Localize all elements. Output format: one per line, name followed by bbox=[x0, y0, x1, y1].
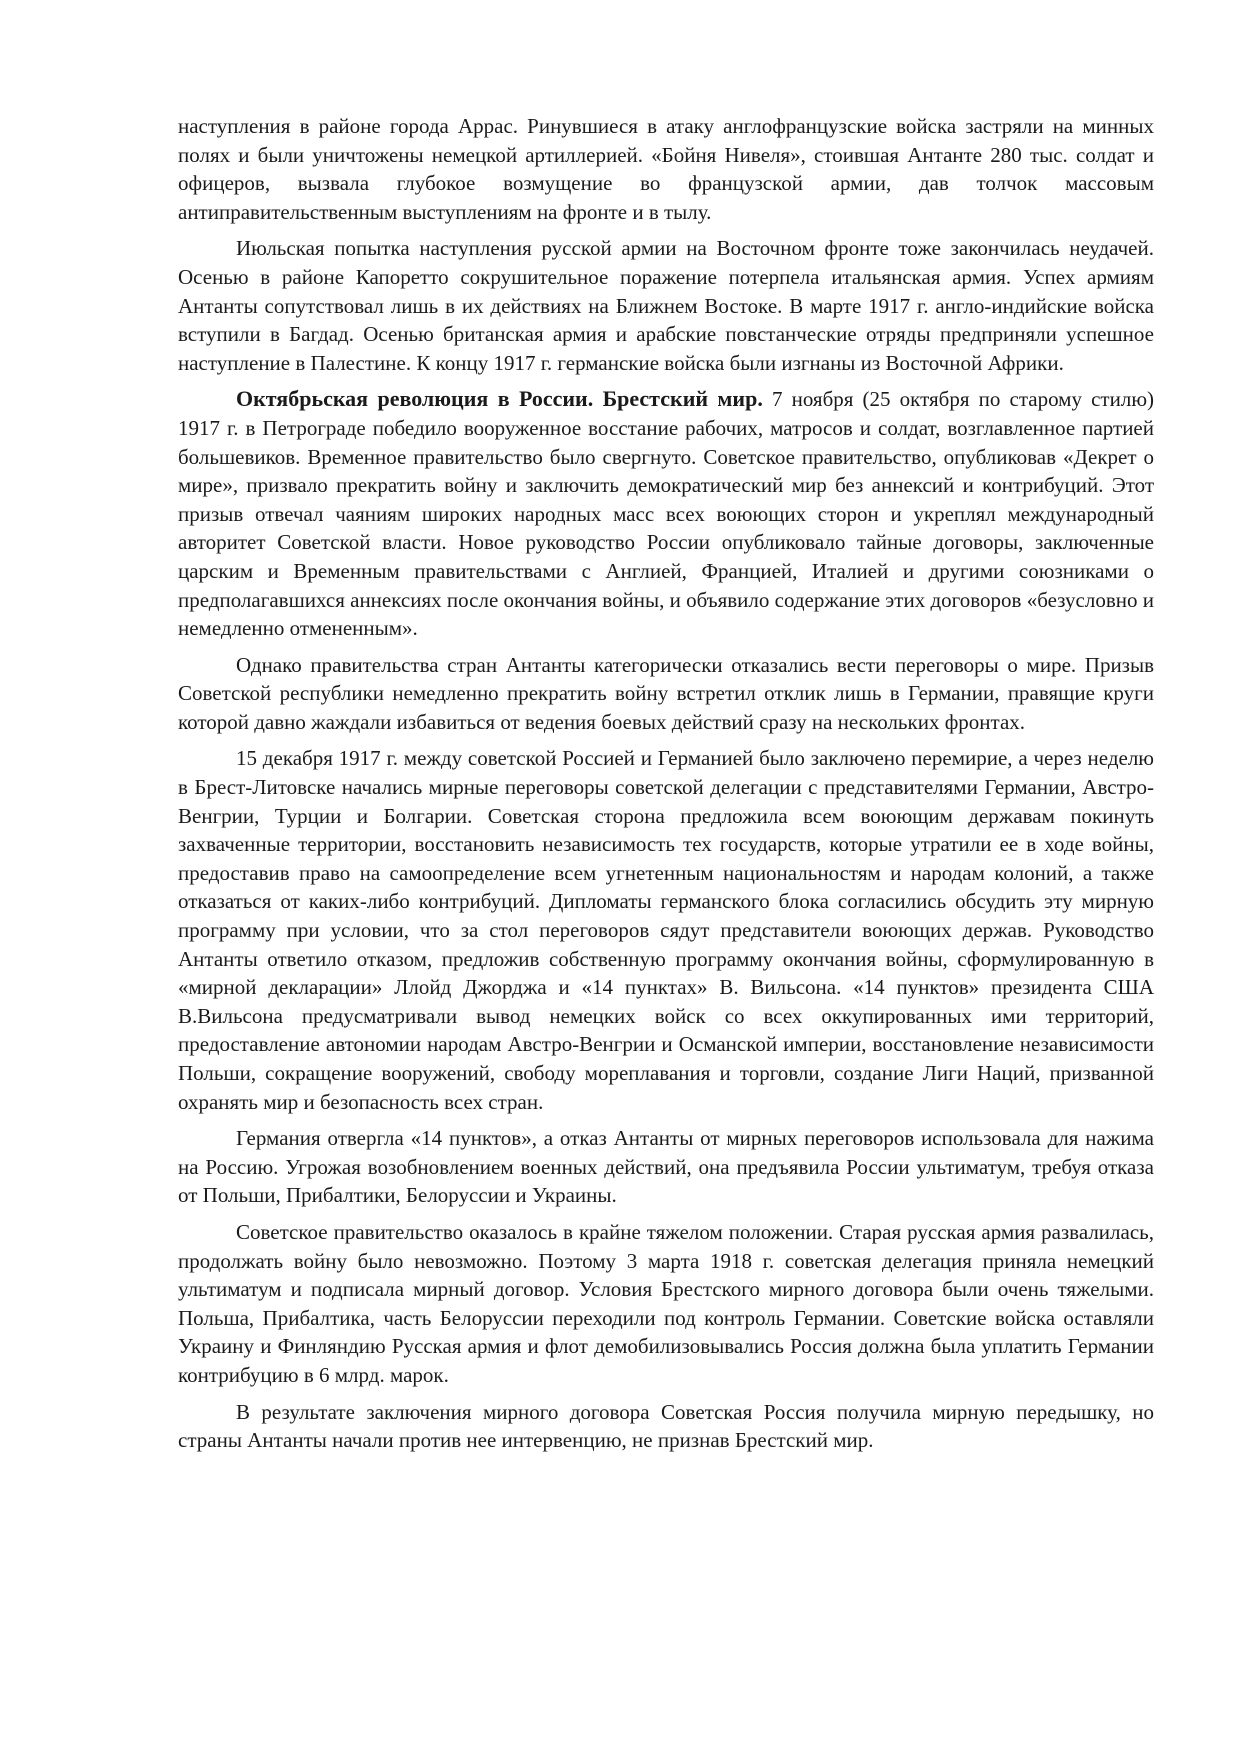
section-heading: Октябрьская революция в России. Брестский мир. bbox=[236, 386, 763, 412]
paragraph-text: Советское правительство оказалось в крайне тяжелом положении. Старая русская армия развалилась, продолжать войну было невозможно. Поэтому 3 марта 1918 г. советская делегация приняла немецкий ультиматум и подписала мирный договор. Условия Брестского мирного договора были очень тяжелыми. Польша, Прибалтика, часть Белоруссии переходили под контроль Германии. Советские войска оставляли Украину и Финляндию Русская армия и флот демобилизовывались Россия должна была уплатить Германии контрибуцию в 6 млрд. марок. bbox=[178, 1219, 1154, 1387]
paragraph bbox=[178, 112, 1154, 226]
paragraph bbox=[178, 1398, 1154, 1455]
paragraph bbox=[178, 1218, 1154, 1390]
paragraph-text: наступления в районе города Аррас. Ринувшиеся в атаку англофранцузские войска застряли на минных полях и были уничтожены немецкой артиллерией. «Бойня Нивеля», стоившая Антанте 280 тыс. солдат и офицеров, вызвала глубокое возмущение во французской армии, дав толчок массовым антиправительственным выступлениям на фронте и в тылу. bbox=[178, 114, 1154, 224]
paragraph bbox=[178, 385, 1154, 642]
paragraph-text: 15 декабря 1917 г. между советской Россией и Германией было заключено перемирие, а через неделю в Брест-Литовске начались мирные переговоры советской делегации с представителями Германии, Австро-Венгрии, Турции и Болгарии. Советская сторона предложила всем воюющим державам покинуть захваченные территории, восстановить независимость тех государств, которые утратили ее в ходе войны, предоставив право на самоопределение всем угнетенным национальностям и народам колоний, а также отказаться от каких-либо контрибуций. Дипломаты германского блока согласились обсудить эту мирную программу при условии, что за стол переговоров сядут представители воюющих держав. Руководство Антанты ответило отказом, предложив собственную программу окончания войны, сформулированную в «мирной декларации» Ллойд Джорджа и «14 пунктах» В. Вильсона. «14 пунктов» президента США В.Вильсона предусматривали вывод немецких войск со всех оккупированных ими территорий, предоставление автономии народам Австро-Венгрии и Османской империи, восстановление независимости Польши, сокращение вооружений, свободу мореплавания и торговли, создание Лиги Наций, призванной охранять мир и безопасность всех стран. bbox=[178, 746, 1154, 1114]
paragraph bbox=[178, 1124, 1154, 1210]
paragraph-text: Однако правительства стран Антанты категорически отказались вести переговоры о мире. Призыв Советской республики немедленно прекратить войну встретил отклик лишь в Германии, правящие круги которой давно жаждали избавиться от ведения боевых действий сразу на нескольких фронтах. bbox=[178, 652, 1154, 734]
paragraph bbox=[178, 744, 1154, 1116]
paragraph bbox=[178, 234, 1154, 377]
paragraph-text: Германия отвергла «14 пунктов», а отказ Антанты от мирных переговоров использовала для нажима на Россию. Угрожая возобновлением военных действий, она предъявила России ультиматум, требуя отказа от Польши, Прибалтики, Белоруссии и Украины. bbox=[178, 1126, 1154, 1208]
document-page bbox=[178, 112, 1154, 1463]
paragraph bbox=[178, 651, 1154, 737]
paragraph-text: 7 ноября (25 октября по старому стилю) 1917 г. в Петрограде победило вооруженное восстание рабочих, матросов и солдат, возглавленное партией большевиков. Временное правительство было свергнуто. Советское правительство, опубликовав «Декрет о мире», призвало прекратить войну и заключить демократический мир без аннексий и контрибуций. Этот призыв отвечал чаяниям широких народных масс всех воюющих сторон и укреплял международный авторитет Советской власти. Новое руководство России опубликовало тайные договоры, заключенные царским и Временным правительствами с Англией, Францией, Италией и другими союзниками о предполагавшихся аннексиях после окончания войны, и объявило содержание этих договоров «безусловно и немедленно отмененным». bbox=[178, 387, 1154, 641]
paragraph-text: В результате заключения мирного договора Советская Россия получила мирную передышку, но страны Антанты начали против нее интервенцию, не признав Брестский мир. bbox=[178, 1399, 1154, 1453]
paragraph-text: Июльская попытка наступления русской армии на Восточном фронте тоже закончилась неудачей. Осенью в районе Капоретто сокрушительное поражение потерпела итальянская армия. Успех армиям Антанты сопутствовал лишь в их действиях на Ближнем Востоке. В марте 1917 г. англо-индийские войска вступили в Багдад. Осенью британская армия и арабские повстанческие отряды предприняли успешное наступление в Палестине. К концу 1917 г. германские войска были изгнаны из Восточной Африки. bbox=[178, 236, 1154, 375]
